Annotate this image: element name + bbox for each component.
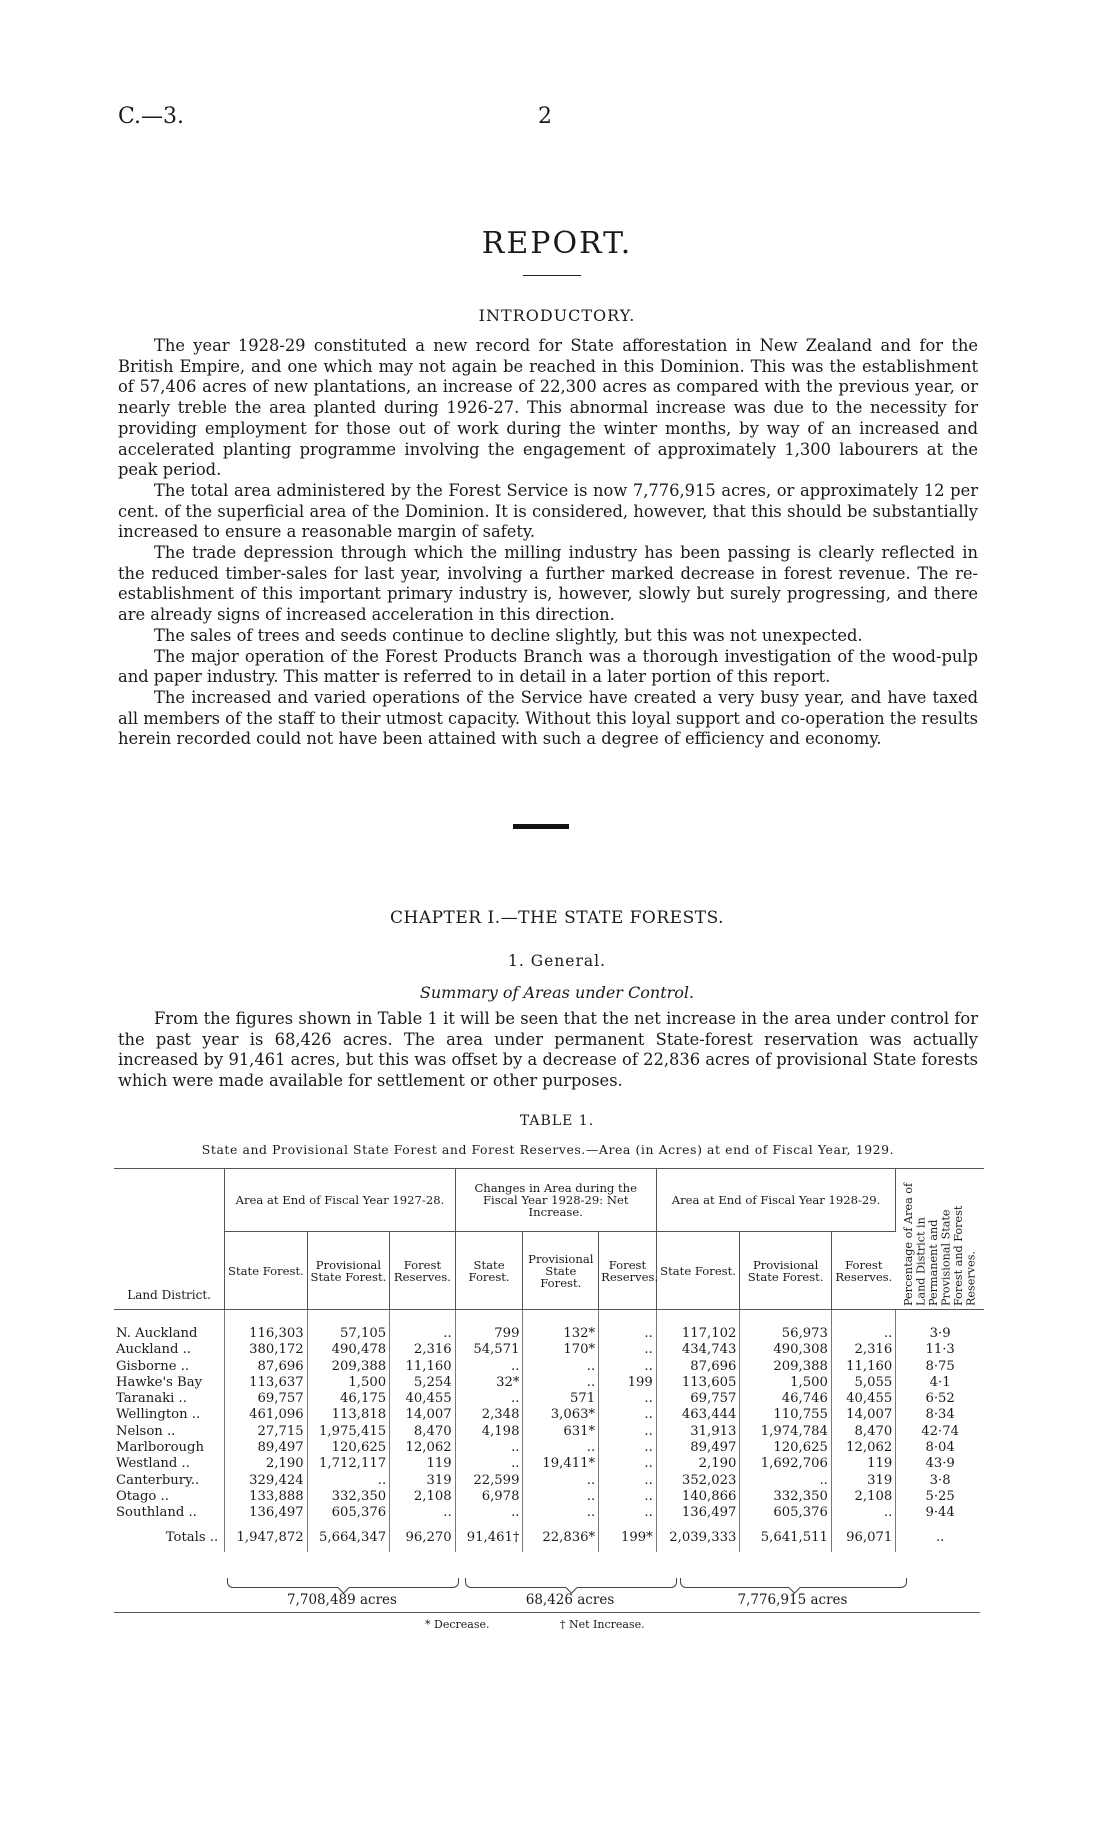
value-cell: 12,062 xyxy=(390,1440,456,1456)
value-cell: 490,308 xyxy=(740,1342,832,1358)
value-cell: 2,108 xyxy=(390,1489,456,1505)
value-cell: 40,455 xyxy=(831,1391,895,1407)
value-cell: 31,913 xyxy=(656,1424,740,1440)
value-cell: 57,105 xyxy=(307,1324,389,1342)
value-cell: 1,500 xyxy=(307,1375,389,1391)
sub-header: State Forest. xyxy=(455,1232,523,1310)
table-row xyxy=(114,1407,984,1423)
table-row xyxy=(114,1324,984,1342)
value-cell: 11·3 xyxy=(925,1342,955,1358)
value-cell: 119 xyxy=(831,1456,895,1472)
value-cell: 119 xyxy=(390,1456,456,1472)
table-row xyxy=(114,1424,984,1440)
value-cell: 2,190 xyxy=(225,1456,307,1472)
value-cell: .. xyxy=(599,1342,657,1358)
value-cell: 1,500 xyxy=(740,1375,832,1391)
introductory-heading: INTRODUCTORY. xyxy=(478,306,636,325)
value-cell: 2,348 xyxy=(455,1407,523,1423)
land-district-cell: Hawke's Bay xyxy=(114,1375,225,1391)
value-cell: .. xyxy=(599,1505,657,1521)
sub-header: State Forest. xyxy=(225,1232,307,1310)
value-cell: 571 xyxy=(523,1391,599,1407)
value-cell: 120,625 xyxy=(307,1440,389,1456)
value-cell: 4·1 xyxy=(929,1374,951,1390)
total-cell: 96,270 xyxy=(390,1522,456,1552)
table-row xyxy=(114,1505,984,1521)
brace-row xyxy=(0,1578,1114,1608)
value-cell: 87,696 xyxy=(225,1359,307,1375)
total-cell: 5,641,511 xyxy=(740,1522,832,1552)
value-cell: .. xyxy=(599,1473,657,1489)
section-paragraph: From the figures shown in Table 1 it will be seen that the net increase in the area under control for the past year is 68,426 acres. The area under permanent State-forest reservation was actually increased by 91,461 acres, but this was offset by a decrease of 22,836 acres of provisional State forests which were made available for settlement or other purposes. xyxy=(118,1009,978,1090)
value-cell: 6,978 xyxy=(455,1489,523,1505)
subsection-heading: Summary of Areas under Control. xyxy=(419,983,695,1002)
value-cell: 3·8 xyxy=(929,1472,951,1488)
value-cell: 11,160 xyxy=(390,1359,456,1375)
footnote-net-increase: † Net Increase. xyxy=(560,1618,645,1631)
value-cell: 132* xyxy=(523,1324,599,1342)
brace-total-1928-29: 7,776,915 acres xyxy=(737,1592,848,1608)
value-cell: .. xyxy=(523,1440,599,1456)
value-cell: 110,755 xyxy=(740,1407,832,1423)
brace-changes xyxy=(465,1578,677,1588)
total-cell: 22,836* xyxy=(523,1522,599,1552)
report-title: REPORT. xyxy=(481,226,633,261)
total-cell: 5,664,347 xyxy=(307,1522,389,1552)
value-cell: 42·74 xyxy=(921,1423,960,1439)
value-cell: .. xyxy=(390,1505,456,1521)
value-cell: .. xyxy=(455,1440,523,1456)
value-cell: 332,350 xyxy=(740,1489,832,1505)
value-cell: 69,757 xyxy=(656,1391,740,1407)
sub-header: Forest Reserves. xyxy=(831,1232,895,1310)
value-cell: 209,388 xyxy=(307,1359,389,1375)
value-cell: 6·52 xyxy=(925,1391,955,1407)
value-cell: .. xyxy=(599,1424,657,1440)
intro-paragraph: The increased and varied operations of the Service have created a very busy year, and have taxed all members of the staff to their utmost capacity. Without this loyal support and co-operation the results herein recorded could not have been attained with such a degree of efficiency and economy. xyxy=(118,687,978,749)
value-cell: 113,637 xyxy=(225,1375,307,1391)
section-heading: 1. General. xyxy=(508,952,606,970)
value-cell: 140,866 xyxy=(656,1489,740,1505)
value-cell: .. xyxy=(831,1324,895,1342)
total-cell: 2,039,333 xyxy=(656,1522,740,1552)
value-cell: .. xyxy=(599,1391,657,1407)
value-cell: 5,055 xyxy=(831,1375,895,1391)
table-caption: State and Provisional State Forest and Forest Reserves.—Area (in Acres) at end of Fiscal Year, 1929. xyxy=(201,1142,895,1157)
value-cell: 14,007 xyxy=(390,1407,456,1423)
value-cell: 8·04 xyxy=(925,1440,955,1456)
table-row xyxy=(114,1375,984,1391)
table-row xyxy=(114,1456,984,1472)
value-cell: 199 xyxy=(599,1375,657,1391)
value-cell: .. xyxy=(740,1473,832,1489)
title-rule xyxy=(523,275,581,276)
value-cell: 12,062 xyxy=(831,1440,895,1456)
value-cell: .. xyxy=(599,1440,657,1456)
value-cell: 14,007 xyxy=(831,1407,895,1423)
value-cell: 799 xyxy=(455,1324,523,1342)
value-cell: 631* xyxy=(523,1424,599,1440)
value-cell: 113,818 xyxy=(307,1407,389,1423)
value-cell: 136,497 xyxy=(225,1505,307,1521)
value-cell: 2,108 xyxy=(831,1489,895,1505)
page-number: 2 xyxy=(538,104,552,129)
value-cell: 89,497 xyxy=(225,1440,307,1456)
value-cell: 11,160 xyxy=(831,1359,895,1375)
value-cell: 56,973 xyxy=(740,1324,832,1342)
value-cell: 8,470 xyxy=(831,1424,895,1440)
value-cell: 19,411* xyxy=(523,1456,599,1472)
table-row xyxy=(114,1473,984,1489)
value-cell: 2,316 xyxy=(831,1342,895,1358)
value-cell: 89,497 xyxy=(656,1440,740,1456)
value-cell: 5,254 xyxy=(390,1375,456,1391)
value-cell: 319 xyxy=(390,1473,456,1489)
value-cell: 113,605 xyxy=(656,1375,740,1391)
value-cell: 40,455 xyxy=(390,1391,456,1407)
forest-area-table xyxy=(114,1168,984,1552)
value-cell: .. xyxy=(599,1359,657,1375)
value-cell: .. xyxy=(599,1407,657,1423)
value-cell: .. xyxy=(455,1505,523,1521)
table-bottom-rule xyxy=(114,1612,980,1613)
value-cell: 120,625 xyxy=(740,1440,832,1456)
value-cell: .. xyxy=(599,1489,657,1505)
land-district-cell: Nelson .. xyxy=(114,1424,225,1440)
totals-label: Totals .. xyxy=(114,1522,225,1552)
intro-paragraph: The sales of trees and seeds continue to decline slightly, but this was not unexpected. xyxy=(154,625,863,645)
value-cell: 46,175 xyxy=(307,1391,389,1407)
value-cell: 1,975,415 xyxy=(307,1424,389,1440)
value-cell: .. xyxy=(523,1489,599,1505)
value-cell: .. xyxy=(455,1391,523,1407)
value-cell: 434,743 xyxy=(656,1342,740,1358)
land-district-cell: Auckland .. xyxy=(114,1342,225,1358)
land-district-cell: N. Auckland xyxy=(114,1324,225,1342)
group-header-1927-28: Area at End of Fiscal Year 1927-28. xyxy=(225,1169,455,1232)
brace-total-1927-28: 7,708,489 acres xyxy=(287,1592,397,1608)
sub-header: State Forest. xyxy=(656,1232,740,1310)
brace-1928-29 xyxy=(680,1578,907,1588)
value-cell: 3,063* xyxy=(523,1407,599,1423)
total-cell: 91,461† xyxy=(455,1522,523,1552)
table-row xyxy=(114,1489,984,1505)
land-district-cell: Southland .. xyxy=(114,1505,225,1521)
value-cell: 133,888 xyxy=(225,1489,307,1505)
land-district-cell: Gisborne .. xyxy=(114,1359,225,1375)
section-text xyxy=(118,1009,978,1091)
totals-row xyxy=(114,1522,984,1552)
page-reference: C.—3. xyxy=(118,104,185,129)
value-cell: 116,303 xyxy=(225,1324,307,1342)
value-cell: .. xyxy=(523,1473,599,1489)
section-divider xyxy=(513,824,569,829)
land-district-cell: Wellington .. xyxy=(114,1407,225,1423)
value-cell: 8·75 xyxy=(925,1358,955,1374)
value-cell: 32* xyxy=(455,1375,523,1391)
value-cell: .. xyxy=(599,1324,657,1342)
value-cell: 605,376 xyxy=(740,1505,832,1521)
value-cell: 8·34 xyxy=(925,1407,955,1423)
land-district-cell: Westland .. xyxy=(114,1456,225,1472)
value-cell: 2,190 xyxy=(656,1456,740,1472)
value-cell: 87,696 xyxy=(656,1359,740,1375)
value-cell: 69,757 xyxy=(225,1391,307,1407)
chapter-heading: CHAPTER I.—THE STATE FORESTS. xyxy=(389,908,725,928)
value-cell: .. xyxy=(455,1456,523,1472)
introductory-text xyxy=(118,336,978,750)
value-cell: 117,102 xyxy=(656,1324,740,1342)
value-cell: 332,350 xyxy=(307,1489,389,1505)
value-cell: 9·44 xyxy=(925,1505,955,1521)
value-cell: 380,172 xyxy=(225,1342,307,1358)
land-district-cell: Marlborough xyxy=(114,1440,225,1456)
value-cell: 27,715 xyxy=(225,1424,307,1440)
land-district-header: Land District. xyxy=(114,1169,225,1310)
value-cell: 490,478 xyxy=(307,1342,389,1358)
land-district-cell: Taranaki .. xyxy=(114,1391,225,1407)
land-district-cell: Canterbury.. xyxy=(114,1473,225,1489)
table-label: TABLE 1. xyxy=(519,1113,595,1129)
sub-header: Provisional State Forest. xyxy=(307,1232,389,1310)
value-cell: 352,023 xyxy=(656,1473,740,1489)
value-cell: 1,692,706 xyxy=(740,1456,832,1472)
value-cell: 329,424 xyxy=(225,1473,307,1489)
value-cell: 605,376 xyxy=(307,1505,389,1521)
value-cell: 461,096 xyxy=(225,1407,307,1423)
value-cell: 22,599 xyxy=(455,1473,523,1489)
brace-total-changes: 68,426 acres xyxy=(525,1592,615,1608)
value-cell: .. xyxy=(523,1505,599,1521)
percentage-header xyxy=(896,1169,984,1310)
value-cell: .. xyxy=(523,1359,599,1375)
value-cell: 170* xyxy=(523,1342,599,1358)
total-cell: 96,071 xyxy=(831,1522,895,1552)
group-header-1928-29: Area at End of Fiscal Year 1928-29. xyxy=(656,1169,896,1232)
sub-header: Forest Reserves. xyxy=(599,1232,657,1310)
value-cell: .. xyxy=(307,1473,389,1489)
value-cell: 136,497 xyxy=(656,1505,740,1521)
total-cell: 199* xyxy=(599,1522,657,1552)
intro-paragraph: The total area administered by the Forest Service is now 7,776,915 acres, or approximately 12 per cent. of the superficial area of the Dominion. It is considered, however, that this should be substantially increased to ensure a reasonable margin of safety. xyxy=(118,480,978,542)
value-cell: 5·25 xyxy=(925,1488,955,1504)
value-cell: .. xyxy=(390,1324,456,1342)
value-cell: 1,712,117 xyxy=(307,1456,389,1472)
value-cell: 43·9 xyxy=(925,1456,955,1472)
total-cell: .. xyxy=(935,1529,945,1545)
total-cell: 1,947,872 xyxy=(225,1522,307,1552)
value-cell: 1,974,784 xyxy=(740,1424,832,1440)
value-cell: 319 xyxy=(831,1473,895,1489)
percentage-header-text: Percentage of Area of Land District in Permanent and Provisional State Forest and Forest Reserves. xyxy=(901,1182,978,1306)
table-row xyxy=(114,1391,984,1407)
sub-header: Provisional State Forest. xyxy=(740,1232,832,1310)
value-cell: 4,198 xyxy=(455,1424,523,1440)
intro-paragraph: The trade depression through which the milling industry has been passing is clearly reflected in the reduced timber-sales for last year, involving a further marked decrease in forest revenue. The re-establishment of this important primary industry is, however, slowly but surely progressing, and there are already signs of increased acceleration in this direction. xyxy=(118,543,978,625)
value-cell: 209,388 xyxy=(740,1359,832,1375)
sub-header: Provisional State Forest. xyxy=(523,1232,599,1310)
group-header-changes: Changes in Area during the Fiscal Year 1928-29: Net Increase. xyxy=(455,1169,656,1232)
value-cell: .. xyxy=(599,1456,657,1472)
brace-1927-28 xyxy=(227,1578,459,1588)
land-district-cell: Otago .. xyxy=(114,1489,225,1505)
table-row xyxy=(114,1342,984,1358)
value-cell: .. xyxy=(831,1505,895,1521)
footnote-decrease: * Decrease. xyxy=(425,1618,490,1631)
intro-paragraph: The major operation of the Forest Products Branch was a thorough investigation of the wood-pulp and paper industry. This matter is referred to in detail in a later portion of this report. xyxy=(118,646,978,687)
table-row xyxy=(114,1440,984,1456)
table-row xyxy=(114,1359,984,1375)
intro-paragraph: The year 1928-29 constituted a new record for State afforestation in New Zealand and for the British Empire, and one which may not again be reached in this Dominion. This was the establishment of 57,406 acres of new plantations, an increase of 22,300 acres as compared with the previous year, or nearly treble the area planted during 1926-27. This abnormal increase was due to the necessity for providing employment for those out of work during the winter months, by way of an increased and accelerated planting programme involving the engagement of approximately 1,300 labourers at the peak period. xyxy=(118,336,978,480)
value-cell: 46,746 xyxy=(740,1391,832,1407)
value-cell: .. xyxy=(523,1375,599,1391)
value-cell: 463,444 xyxy=(656,1407,740,1423)
value-cell: 3·9 xyxy=(929,1326,951,1341)
value-cell: 8,470 xyxy=(390,1424,456,1440)
value-cell: .. xyxy=(455,1359,523,1375)
sub-header: Forest Reserves. xyxy=(390,1232,456,1310)
value-cell: 54,571 xyxy=(455,1342,523,1358)
value-cell: 2,316 xyxy=(390,1342,456,1358)
